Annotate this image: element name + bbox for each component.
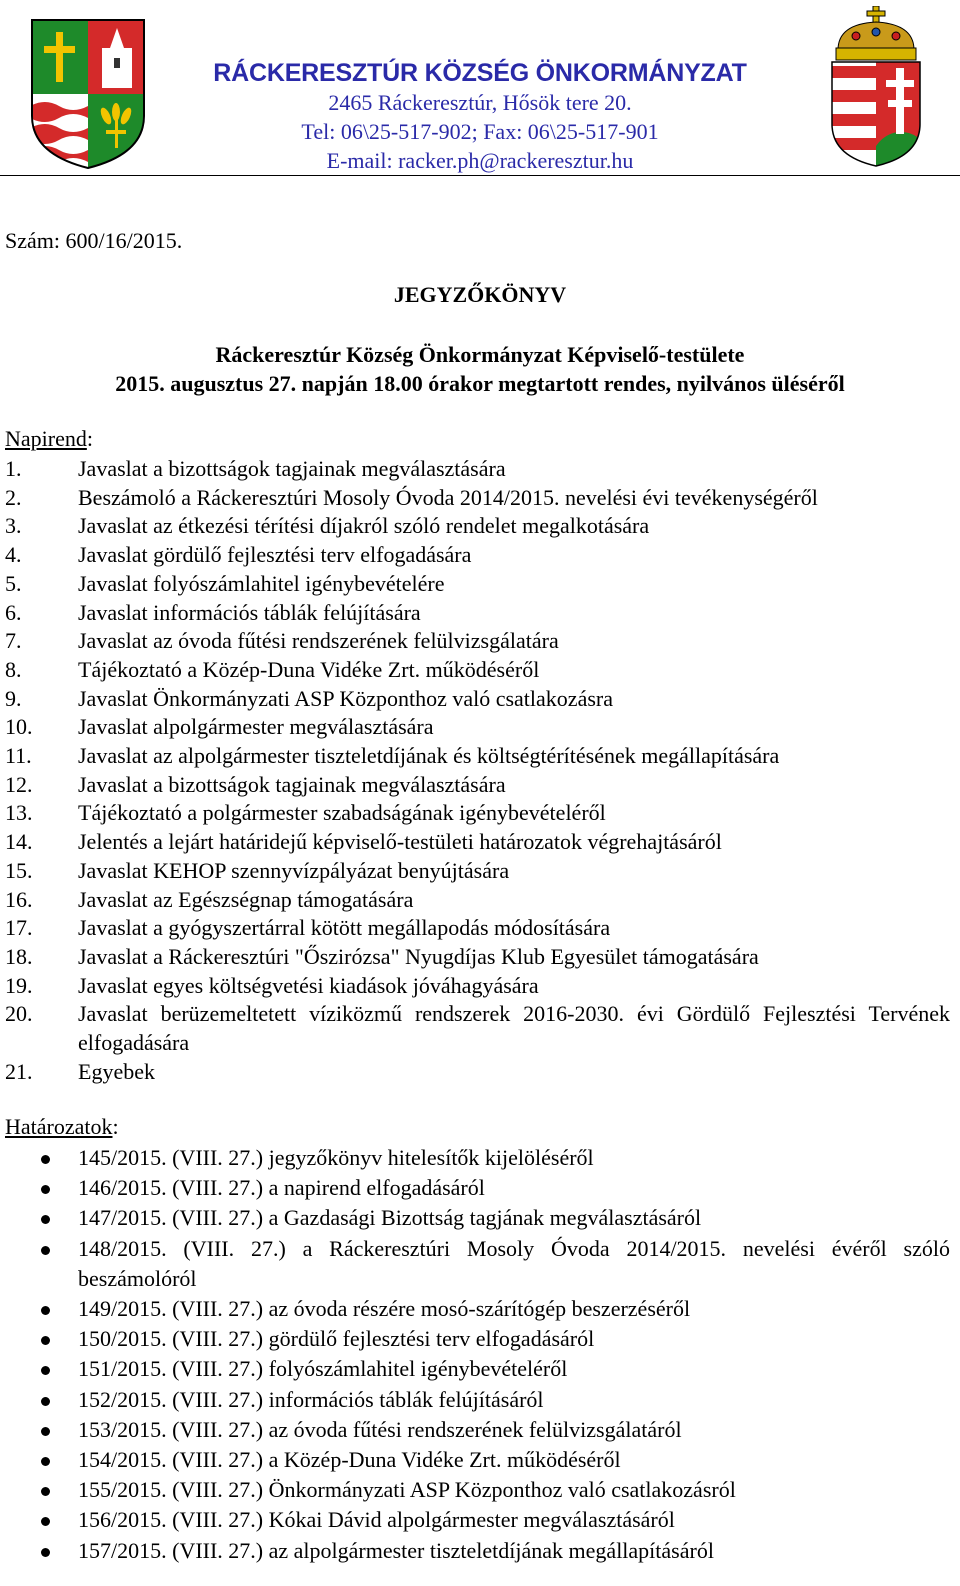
resolution-text: 149/2015. (VIII. 27.) az óvoda részére mosó-szárítógép beszerzéséről (78, 1296, 691, 1322)
resolution-item (5, 1385, 950, 1415)
bullet-icon (41, 1155, 50, 1164)
resolutions-label-colon: : (112, 1114, 119, 1139)
agenda-item-text: Tájékoztató a polgármester szabadságának igénybevételéről (78, 800, 606, 826)
hungarian-coat-of-arms-icon (826, 6, 926, 168)
organization-phone: Tel: 06\25-517-902; Fax: 06\25-517-901 (301, 119, 659, 144)
subtitle-line-1: Ráckeresztúr Község Önkormányzat Képviselő-testülete (215, 342, 745, 367)
bullet-icon (41, 1185, 50, 1194)
agenda-item (5, 512, 950, 541)
document-title: JEGYZŐKÖNYV (393, 282, 567, 307)
agenda-item-text: Javaslat információs táblák felújítására (78, 599, 421, 625)
agenda-item (5, 799, 950, 828)
organization-address: 2465 Ráckeresztúr, Hősök tere 20. (328, 90, 632, 115)
resolution-item (5, 1324, 950, 1354)
agenda-item-number: 4. (5, 542, 22, 568)
resolution-item (5, 1536, 950, 1566)
agenda-item-number: 12. (5, 771, 33, 797)
agenda-item-text: Javaslat a gyógyszertárral kötött megállapodás módosítására (78, 915, 611, 941)
agenda-item-number: 17. (5, 915, 33, 941)
agenda-item-number: 3. (5, 513, 22, 539)
agenda-item-number: 2. (5, 484, 22, 510)
agenda-item (5, 627, 950, 656)
agenda-heading (5, 426, 93, 452)
agenda-item (5, 828, 950, 857)
resolution-text: 152/2015. (VIII. 27.) információs táblák felújításáról (78, 1386, 544, 1412)
agenda-item-number: 20. (5, 1001, 33, 1027)
agenda-item-number: 19. (5, 972, 33, 998)
agenda-item-text: Javaslat a Ráckeresztúri "Őszirózsa" Nyugdíjas Klub Egyesület támogatására (78, 943, 759, 969)
agenda-label: Napirend (5, 426, 87, 451)
agenda-item-number: 8. (5, 656, 22, 682)
village-coat-of-arms-icon (30, 18, 146, 170)
agenda-list (5, 455, 950, 1086)
resolution-text: 157/2015. (VIII. 27.) az alpolgármester tiszteletdíjának megállapításáról (78, 1537, 714, 1563)
agenda-item-text: Javaslat a bizottságok tagjainak megválasztására (78, 771, 506, 797)
agenda-item-number: 15. (5, 857, 33, 883)
bullet-icon (41, 1215, 50, 1224)
agenda-item (5, 685, 950, 714)
agenda-item-number: 18. (5, 943, 33, 969)
agenda-item-text: Egyebek (78, 1058, 155, 1084)
bullet-icon (41, 1397, 50, 1406)
bullet-icon (41, 1487, 50, 1496)
resolution-text: 151/2015. (VIII. 27.) folyószámlahitel igénybevételéről (78, 1356, 568, 1382)
agenda-item (5, 1000, 950, 1057)
organization-name: RÁCKERESZTÚR KÖZSÉG ÖNKORMÁNYZAT (213, 59, 747, 87)
agenda-item-text: Javaslat folyószámlahitel igénybevételére (78, 570, 445, 596)
resolution-item (5, 1505, 950, 1535)
document-number: Szám: 600/16/2015. (5, 228, 183, 253)
document-subtitle (0, 340, 960, 398)
resolution-item (5, 1415, 950, 1445)
resolution-item (5, 1445, 950, 1475)
resolution-item (5, 1294, 950, 1324)
agenda-item (5, 886, 950, 915)
bullet-icon (41, 1457, 50, 1466)
agenda-label-colon: : (86, 426, 93, 451)
agenda-item (5, 713, 950, 742)
resolution-item (5, 1143, 950, 1173)
bullet-icon (41, 1246, 50, 1255)
agenda-item (5, 857, 950, 886)
agenda-item-number: 1. (5, 456, 22, 481)
resolutions-list (5, 1143, 950, 1566)
agenda-item (5, 771, 950, 800)
resolutions-heading (5, 1114, 119, 1140)
agenda-item (5, 972, 950, 1001)
resolution-text: 148/2015. (VIII. 27.) a Ráckeresztúri Mosoly Óvoda 2014/2015. nevelési évéről szóló beszámolóról (78, 1235, 950, 1291)
agenda-item-text: Javaslat az alpolgármester tiszteletdíjának és költségtérítésének megállapítására (78, 743, 780, 769)
bullet-icon (41, 1366, 50, 1375)
resolution-item (5, 1354, 950, 1384)
agenda-item-text: Tájékoztató a Közép-Duna Vidéke Zrt. működéséről (78, 656, 540, 682)
agenda-item-number: 16. (5, 886, 33, 912)
agenda-item-text: Beszámoló a Ráckeresztúri Mosoly Óvoda 2014/2015. nevelési évi tevékenységéről (78, 484, 818, 510)
resolution-text: 146/2015. (VIII. 27.) a napirend elfogadásáról (78, 1175, 485, 1201)
agenda-item-text: Javaslat Önkormányzati ASP Központhoz való csatlakozásra (78, 685, 613, 711)
agenda-item (5, 943, 950, 972)
bullet-icon (41, 1548, 50, 1557)
resolution-text: 150/2015. (VIII. 27.) gördülő fejlesztési terv elfogadásáról (78, 1326, 595, 1352)
bullet-icon (41, 1427, 50, 1436)
agenda-item (5, 599, 950, 628)
agenda-item-number: 9. (5, 685, 22, 711)
agenda-item-text: Jelentés a lejárt határidejű képviselő-testületi határozatok végrehajtásáról (78, 829, 722, 855)
resolutions-label: Határozatok (5, 1114, 113, 1139)
agenda-item (5, 484, 950, 513)
agenda-item-number: 11. (5, 743, 32, 769)
agenda-item-number: 10. (5, 714, 33, 740)
letterhead-text (195, 58, 765, 175)
agenda-item-text: Javaslat gördülő fejlesztési terv elfogadására (78, 542, 472, 568)
resolution-text: 155/2015. (VIII. 27.) Önkormányzati ASP Központhoz való csatlakozásról (78, 1477, 736, 1503)
agenda-item-number: 21. (5, 1058, 33, 1084)
agenda-item-number: 7. (5, 628, 22, 654)
agenda-item (5, 1058, 950, 1087)
resolution-text: 145/2015. (VIII. 27.) jegyzőkönyv hitelesítők kijelöléséről (78, 1145, 594, 1170)
agenda-item-text: Javaslat az óvoda fűtési rendszerének felülvizsgálatára (78, 628, 559, 654)
bullet-icon (41, 1306, 50, 1315)
bullet-icon (41, 1517, 50, 1526)
agenda-item-number: 5. (5, 570, 22, 596)
bullet-icon (41, 1336, 50, 1345)
agenda-item (5, 570, 950, 599)
subtitle-line-2: 2015. augusztus 27. napján 18.00 órakor megtartott rendes, nyilvános üléséről (115, 371, 845, 396)
resolution-text: 154/2015. (VIII. 27.) a Közép-Duna Vidéke Zrt. működéséről (78, 1447, 621, 1473)
agenda-item (5, 914, 950, 943)
agenda-item-text: Javaslat az Egészségnap támogatására (78, 886, 414, 912)
resolution-text: 153/2015. (VIII. 27.) az óvoda fűtési rendszerének felülvizsgálatáról (78, 1416, 682, 1442)
agenda-item-text: Javaslat alpolgármester megválasztására (78, 714, 434, 740)
agenda-item (5, 656, 950, 685)
resolution-text: 156/2015. (VIII. 27.) Kókai Dávid alpolgármester megválasztásáról (78, 1507, 675, 1533)
agenda-item-number: 14. (5, 829, 33, 855)
resolution-item (5, 1203, 950, 1233)
agenda-item-text: Javaslat KEHOP szennyvízpályázat benyújtására (78, 857, 510, 883)
agenda-item (5, 541, 950, 570)
resolution-item (5, 1234, 950, 1294)
header-divider (0, 175, 960, 176)
agenda-item-text: Javaslat az étkezési térítési díjakról szóló rendelet megalkotására (78, 513, 650, 539)
agenda-item-text: Javaslat a bizottságok tagjainak megválasztására (78, 456, 506, 481)
resolution-text: 147/2015. (VIII. 27.) a Gazdasági Bizottság tagjának megválasztásáról (78, 1205, 702, 1231)
agenda-item-number: 6. (5, 599, 22, 625)
resolution-item (5, 1173, 950, 1203)
agenda-item-number: 13. (5, 800, 33, 826)
letterhead (0, 0, 960, 178)
resolution-item (5, 1475, 950, 1505)
agenda-item (5, 455, 950, 484)
organization-email: E-mail: racker.ph@rackeresztur.hu (326, 148, 634, 173)
agenda-item-text: Javaslat berüzemeltetett víziközmű rendszerek 2016-2030. évi Gördülő Fejlesztési Tervének elfogadására (78, 1001, 950, 1056)
agenda-item (5, 742, 950, 771)
agenda-item-text: Javaslat egyes költségvetési kiadások jóváhagyására (78, 972, 539, 998)
